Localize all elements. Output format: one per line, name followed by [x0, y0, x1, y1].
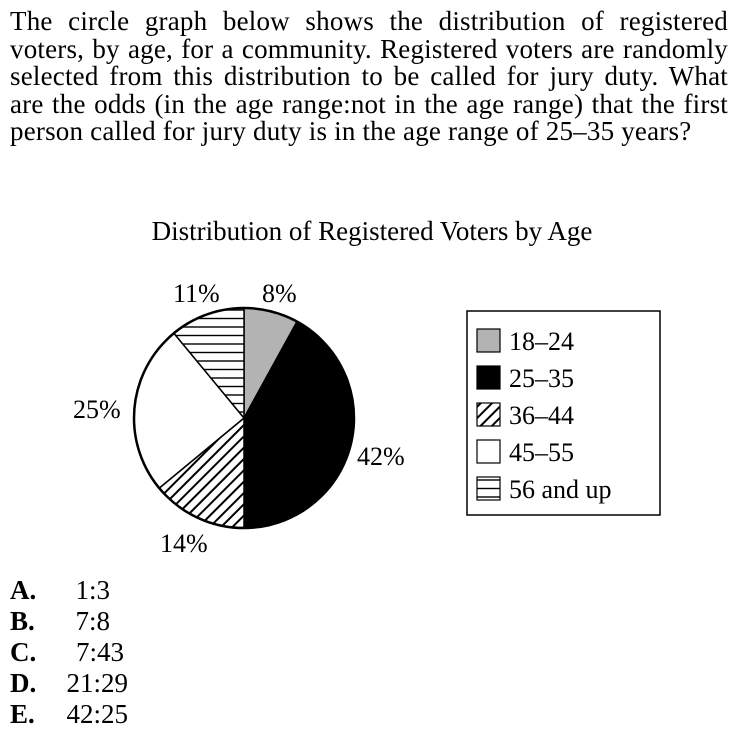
answer-choices: [10, 575, 128, 730]
slice-label-25-35: 42%: [357, 442, 405, 471]
slice-label-18-24: 8%: [262, 279, 297, 308]
slice-label-45-55: 25%: [73, 395, 121, 424]
legend-swatch: [477, 403, 500, 426]
legend-label: 56 and up: [509, 475, 612, 504]
legend-label: 45–55: [509, 438, 574, 467]
chart-title: Distribution of Registered Voters by Age: [151, 216, 593, 246]
legend-swatch: [477, 440, 500, 463]
slice-label-36-44: 14%: [160, 529, 208, 558]
legend-swatch: [477, 477, 500, 500]
choice-e[interactable]: E. 42:25: [10, 699, 128, 729]
legend-label: 18–24: [509, 327, 574, 356]
legend-label: 36–44: [509, 401, 574, 430]
legend-swatch: [477, 329, 500, 352]
legend-label: 25–35: [509, 364, 574, 393]
choice-d[interactable]: D. 21:29: [10, 668, 128, 698]
question-text: The circle graph below shows the distribution of registered voters, by age, for a community. Registered voters are randomly selected from this distribution to be called for jury duty. What are the odds (in the age range:not in the age range) that the first person called for jury duty is in the age range of 25–35 years?: [10, 6, 728, 146]
choice-c[interactable]: C. 7:43: [10, 637, 124, 667]
slice-label-56-up: 11%: [173, 279, 220, 308]
legend-swatch: [477, 366, 500, 389]
choice-b[interactable]: B. 7:8: [10, 606, 110, 636]
choice-a[interactable]: A. 1:3: [10, 575, 110, 605]
